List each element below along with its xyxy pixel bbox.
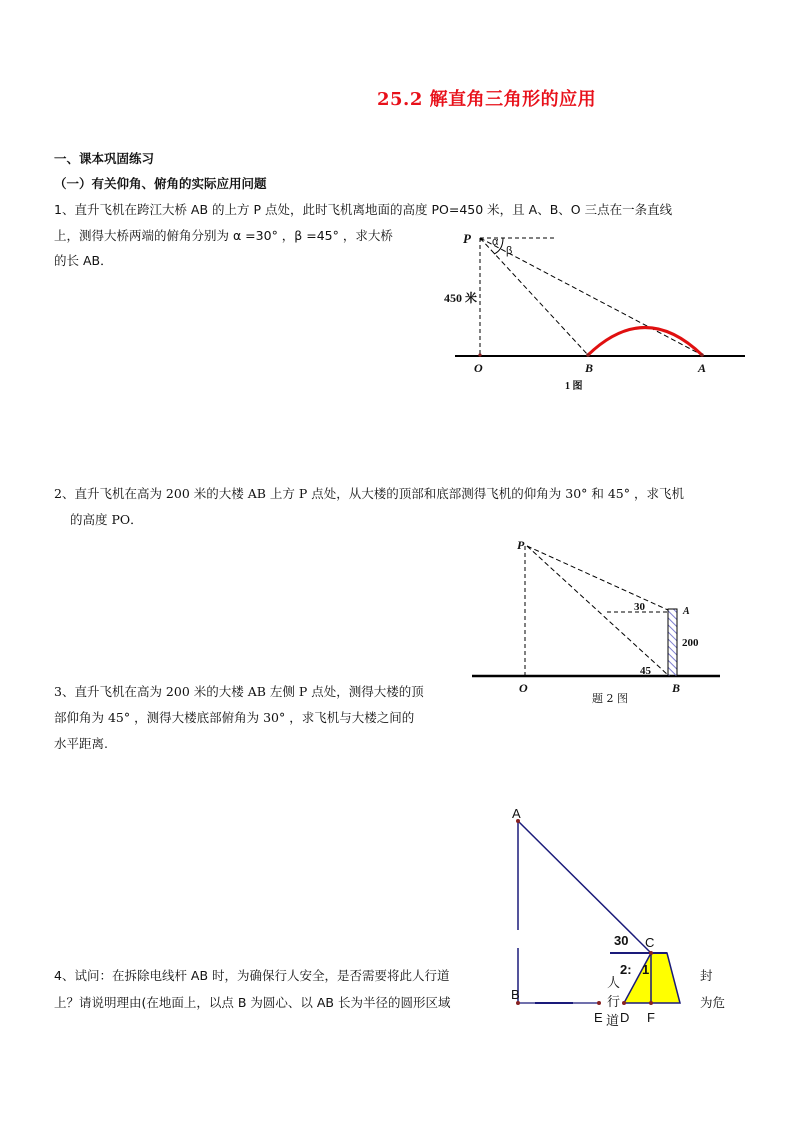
q1-label-height: 450 米 <box>444 291 478 305</box>
q2-label-A: A <box>683 606 690 617</box>
q4-text-line2: 上？请说明理由(在地面上，以点 B 为圆心、以 AB 长为半径的圆形区域 <box>54 995 451 1010</box>
q2-label-angle-top: 30 <box>634 601 645 613</box>
q4-point-C <box>649 951 653 955</box>
page-title: 25.2 解直角三角形的应用 <box>377 89 597 110</box>
q4-label-B: B <box>511 987 520 1002</box>
q1-caption: 1 图 <box>565 381 583 392</box>
q4-label-E: E <box>594 1010 603 1025</box>
q4-label-D: D <box>620 1010 630 1025</box>
q2-label-P: P <box>517 538 525 552</box>
q4-embankment <box>624 953 680 1003</box>
q4-text-line1: 4、试问：在拆除电线杆 AB 时，为确保行人安全，是否需要将此人行道 <box>54 968 450 983</box>
q2-label-B: B <box>672 681 681 695</box>
q4-label-A: A <box>512 806 521 821</box>
q4-label-sidewalk-2: 行 <box>607 994 621 1009</box>
q2-label-angle-bottom: 45 <box>640 665 651 677</box>
section-heading: 一、课本巩固练习 <box>54 151 155 166</box>
q1-label-O: O <box>474 361 483 375</box>
q3-text-line1: 3、直升飞机在高为 200 米的大楼 AB 左侧 P 点处，测得大楼的顶 <box>54 684 424 699</box>
q4-label-slope2: 1 <box>642 962 650 977</box>
q4-text-tail1: 封 <box>700 968 713 983</box>
q1-text-line3: 的长 AB． <box>54 253 113 268</box>
q4-text-tail2: 为危 <box>700 995 726 1010</box>
q3-text-line3: 水平距离. <box>54 736 108 751</box>
q3-text-line2: 部仰角为 45° ，测得大楼底部俯角为 30° ，求飞机与大楼之间的 <box>54 710 415 725</box>
q4-label-angle: 30 <box>614 933 629 948</box>
q4-label-F: F <box>647 1010 655 1025</box>
q2-label-O: O <box>519 681 528 695</box>
q4-label-slope: 2: <box>620 962 632 977</box>
q4-label-sidewalk-3: 道 <box>606 1013 620 1028</box>
q1-label-P: P <box>463 231 471 246</box>
subsection-heading: （一）有关仰角、俯角的实际应用问题 <box>54 176 267 191</box>
q4-label-sidewalk-1: 人 <box>607 975 621 990</box>
q2-caption: 题 2 图 <box>592 692 628 705</box>
q1-text-line1: 1、直升飞机在跨江大桥 AB 的上方 P 点处，此时飞机离地面的高度 PO=450 米，且 A、B、O 三点在一条直线 <box>54 202 673 217</box>
q2-text-line2: 的高度 PO． <box>70 512 143 527</box>
q2-text: 2、直升飞机在高为 200 米的大楼 AB 上方 P 点处，从大楼的顶部和底部测得飞机的仰角为 30° 和 45° ，求飞机 <box>54 486 684 501</box>
q1-label-beta: β <box>506 245 513 257</box>
q4-point-F <box>649 1001 653 1005</box>
q1-label-B: B <box>585 361 594 375</box>
q4-label-C: C <box>645 935 655 950</box>
q4-point-D <box>622 1001 626 1005</box>
q4-line-AC <box>518 821 651 953</box>
q4-point-E <box>597 1001 601 1005</box>
q1-text-line2: 上，测得大桥两端的俯角分别为 α =30° ，β =45° ，求大桥 <box>54 228 393 243</box>
q2-label-height: 200 <box>682 637 699 649</box>
q1-label-A: A <box>698 361 707 375</box>
q1-label-alpha: α <box>492 236 499 248</box>
